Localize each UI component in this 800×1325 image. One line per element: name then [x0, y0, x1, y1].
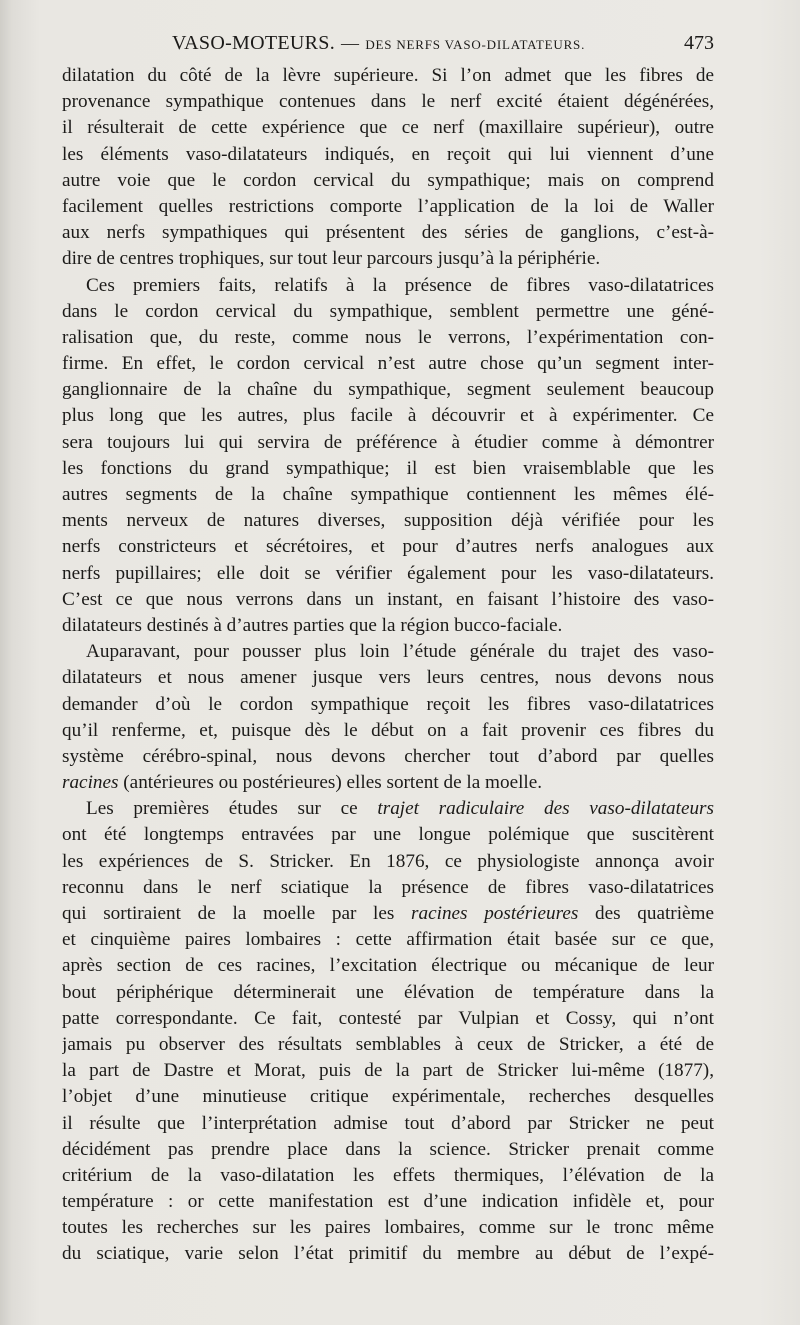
running-header	[62, 28, 714, 58]
text-line: les éléments vaso-dilatateurs indiqués, en reçoit qui lui viennent d’une	[62, 143, 714, 165]
text-line: et cinquième paires lombaires : cette affirmation était basée sur ce que,	[62, 929, 714, 951]
running-title-main: VASO-MOTEURS.	[172, 32, 336, 54]
text-line: autres segments de la chaîne sympathique contiennent les mêmes élé-	[62, 484, 714, 505]
text-line: nerfs pupillaires; elle doit se vérifier également pour les vaso-dilatateurs.	[62, 562, 714, 584]
text-line: ont été longtemps entravées par une longue polémique que suscitèrent	[62, 824, 714, 846]
text-line: les fonctions du grand sympathique; il est bien vraisemblable que les	[62, 457, 714, 479]
text-line: facilement quelles restrictions comporte l’application de la loi de Waller	[62, 195, 714, 217]
text-line: les expériences de S. Stricker. En 1876, ce physiologiste annonça avoir	[62, 850, 714, 872]
text-line: il résulterait de cette expérience que ce nerf (maxillaire supérieur), outre	[62, 117, 714, 139]
text-line: plus long que les autres, plus facile à découvrir et à expérimenter. Ce	[62, 405, 714, 427]
text-line: du sciatique, varie selon l’état primitif du membre au début de l’expé-	[62, 1243, 714, 1265]
text-line: ments nerveux de natures diverses, supposition déjà vérifiée pour les	[62, 510, 714, 532]
text-line: autre voie que le cordon cervical du sympathique; mais on comprend	[62, 169, 714, 191]
text-line	[62, 796, 714, 822]
italic-text-run: racines	[62, 772, 119, 794]
text-line: nerfs constricteurs et sécrétoires, et pour d’autres nerfs analogues aux	[62, 536, 714, 558]
text-line	[62, 770, 714, 796]
text-line: ralisation que, du reste, comme nous le verrons, l’expérimentation con-	[62, 326, 714, 348]
text-line: jamais pu observer des résultats semblables à ceux de Stricker, a été de	[62, 1033, 714, 1055]
text-line: C’est ce que nous verrons dans un instant, en faisant l’histoire des vaso-	[62, 588, 714, 610]
text-line: après section de ces racines, l’excitation électrique ou mécanique de leur	[62, 955, 714, 977]
text-line: dire de centres trophiques, sur tout leur parcours jusqu’à la périphérie.	[62, 248, 601, 270]
text-line: système cérébro-spinal, nous devons chercher tout d’abord par quelles	[62, 745, 714, 767]
text-run: (antérieures ou postérieures) elles sortent de la moelle.	[118, 772, 543, 794]
text-line: aux nerfs sympathiques qui présentent des séries de ganglions, c’est-à-	[62, 222, 714, 244]
text-run: Les premières études sur ce	[86, 798, 378, 820]
text-line: dans le cordon cervical du sympathique, semblent permettre une géné-	[62, 300, 714, 322]
text-line: dilatateurs destinés à d’autres parties que la région bucco-faciale.	[62, 614, 563, 636]
text-line: l’objet d’une minutieuse critique expérimentale, recherches desquelles	[62, 1086, 714, 1108]
text-line: provenance sympathique contenues dans le nerf excité étaient dégénérées,	[62, 91, 714, 113]
text-line: décidément pas prendre place dans la science. Stricker prenait comme	[62, 1138, 714, 1160]
text-line: ganglionnaire de la chaîne du sympathique, segment seulement beaucoup	[62, 379, 714, 401]
text-run: des quatrième	[578, 903, 714, 924]
running-title-dash: —	[341, 33, 360, 53]
italic-text-run: trajet radiculaire des vaso-dilatateurs	[377, 798, 714, 820]
text-line: patte correspondante. Ce fait, contesté par Vulpian et Cossy, qui n’ont	[62, 1007, 714, 1029]
italic-text-run: racines postérieures	[411, 903, 579, 924]
text-line: qu’il renferme, et, puisque dès le début on a fait provenir ces fibres du	[62, 719, 714, 741]
text-line: dilatateurs et nous amener jusque vers leurs centres, nous devons nous	[62, 667, 714, 689]
text-line: sera toujours lui qui servira de préférence à étudier comme à démontrer	[62, 431, 714, 453]
text-line: Auparavant, pour pousser plus loin l’étude générale du trajet des vaso-	[86, 641, 714, 663]
running-title	[172, 28, 585, 60]
running-title-sub: DES NERFS VASO-DILATATEURS.	[365, 37, 586, 52]
text-line: reconnu dans le nerf sciatique la présence de fibres vaso-dilatatrices	[62, 876, 714, 898]
text-line: demander d’où le cordon sympathique reçoit les fibres vaso-dilatatrices	[62, 693, 714, 715]
text-line: température : or cette manifestation est d’une indication infidèle et, pour	[62, 1191, 714, 1213]
text-line: il résulte que l’interprétation admise tout d’abord par Stricker ne peut	[62, 1112, 714, 1134]
text-line: toutes les recherches sur les paires lombaires, comme sur le tronc même	[62, 1217, 714, 1239]
text-line: bout périphérique déterminerait une élévation de température dans la	[62, 981, 714, 1003]
text-line: critérium de la vaso-dilatation les effets thermiques, l’élévation de la	[62, 1164, 714, 1186]
text-line: la part de Dastre et Morat, puis de la part de Stricker lui-même (1877),	[62, 1060, 714, 1082]
page-number: 473	[684, 32, 714, 54]
text-line: Ces premiers faits, relatifs à la présence de fibres vaso-dilatatrices	[86, 274, 714, 296]
text-line: dilatation du côté de la lèvre supérieure. Si l’on admet que les fibres de	[62, 65, 714, 86]
text-line	[62, 901, 714, 927]
body-text	[62, 63, 714, 1268]
text-run: qui sortiraient de la moelle par les	[62, 903, 412, 924]
text-line: firme. En effet, le cordon cervical n’est autre chose qu’un segment inter-	[62, 353, 714, 375]
